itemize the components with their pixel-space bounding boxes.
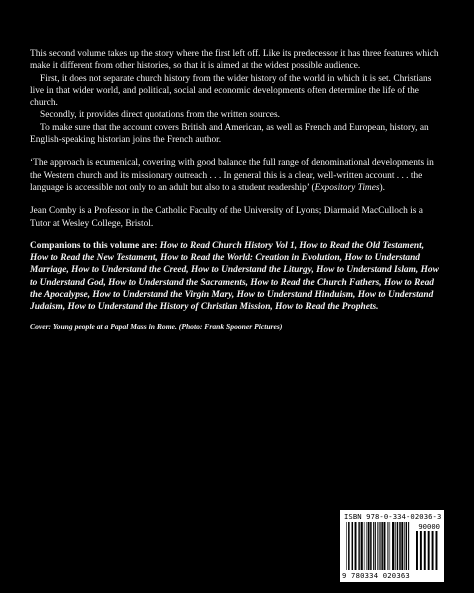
barcode-bar	[404, 522, 405, 570]
barcode-bar	[384, 522, 386, 570]
barcode-bar	[416, 531, 418, 570]
barcode-bar	[355, 522, 357, 570]
review-source: Expository Times	[314, 182, 380, 193]
barcode-bar	[364, 522, 365, 570]
author-bio: Jean Comby is a Professor in the Catholic Faculty of the University of Lyons; Diarmaid MacCulloch is a Tutor at Wesley College, Bristol.	[30, 206, 423, 229]
barcode-bar	[392, 522, 394, 570]
barcode-bar	[370, 522, 372, 570]
barcode-bar	[390, 522, 391, 570]
barcode-bar	[361, 522, 363, 570]
barcode-bar	[358, 522, 359, 570]
barcode-bar	[366, 522, 367, 570]
companion-titles: How to Read Church History Vol 1, How to Read the Old Testament, How to Read the New Testament, How to Read the World: Creation in Evolution, How to Understand Marriage, How to Understand the Creed, How to Understand the Liturgy, How to Understand Islam, How to Understand God, How to Understand the Sacraments, How to Read the Church Fathers, How to Read the Apocalypse, How to Understand the Virgin Mary, How to Understand Hinduism, How to Understand Judaism, How to Understand the History of Christian Mission, How to Read the Prophets.	[30, 240, 439, 313]
barcode-bar	[399, 522, 401, 570]
barcode-bar	[424, 531, 426, 570]
back-cover-text	[30, 48, 444, 332]
ean-digits: 9 780334 020363	[342, 571, 410, 580]
addon-barcode-bars	[416, 531, 440, 570]
barcode-bar	[381, 522, 383, 570]
review-quote	[30, 157, 444, 194]
barcode-bar	[401, 522, 403, 570]
second-feature-paragraph: Secondly, it provides direct quotations from the written sources.	[40, 110, 280, 121]
barcode-bar	[436, 531, 438, 570]
barcode-bar	[432, 531, 434, 570]
authorship-paragraph: To make sure that the account covers British and American, as well as French and European, history, an English-speaking historian joins the French author.	[30, 122, 429, 146]
barcode-bar	[395, 522, 396, 570]
isbn-label: ISBN 978-0-334-02036-3	[344, 512, 442, 521]
barcode-bar	[397, 522, 399, 570]
barcode-bar	[408, 522, 409, 570]
first-feature-paragraph: First, it does not separate church history from the wider history of the world in which it is set. Christians live in that wider world, and political, social and economic developments often determine the life of the church.	[30, 73, 432, 109]
barcode-bar	[373, 522, 374, 570]
cover-credit: Cover: Young people at a Papal Mass in Rome. (Photo: Frank Spooner Pictures)	[30, 321, 283, 331]
barcode-bar	[379, 522, 380, 570]
barcode-bar	[352, 522, 354, 570]
review-quote-text: ‘The approach is ecumenical, covering with good balance the full range of denominational developments in the Western church and its missionary outreach . . . In general this is a clear, well-written account . . . the language is accessible not only to an adult but also to a student readership’ (	[30, 158, 434, 193]
barcode-bar	[387, 522, 388, 570]
barcode-bar	[377, 522, 378, 570]
barcode-bar	[420, 531, 422, 570]
price-code: 90000	[418, 522, 440, 531]
companion-lead: Companions to this volume are:	[30, 240, 160, 251]
barcode-bar	[375, 522, 376, 570]
companion-list	[30, 240, 444, 314]
barcode-bar	[346, 522, 347, 570]
barcode-bar	[348, 522, 350, 570]
barcode-bar	[380, 522, 381, 570]
ean-barcode-bars	[346, 522, 412, 570]
barcode-bar	[359, 522, 360, 570]
barcode-bar	[368, 522, 370, 570]
barcode-bar	[406, 522, 407, 570]
review-close: ).	[379, 182, 385, 193]
intro-paragraph: This second volume takes up the story where the first left off. Like its predecessor it has three features which make it different from other histories, so that it is aimed at the widest possible audience.	[30, 49, 439, 72]
isbn-barcode	[340, 510, 444, 582]
barcode-bar	[428, 531, 430, 570]
